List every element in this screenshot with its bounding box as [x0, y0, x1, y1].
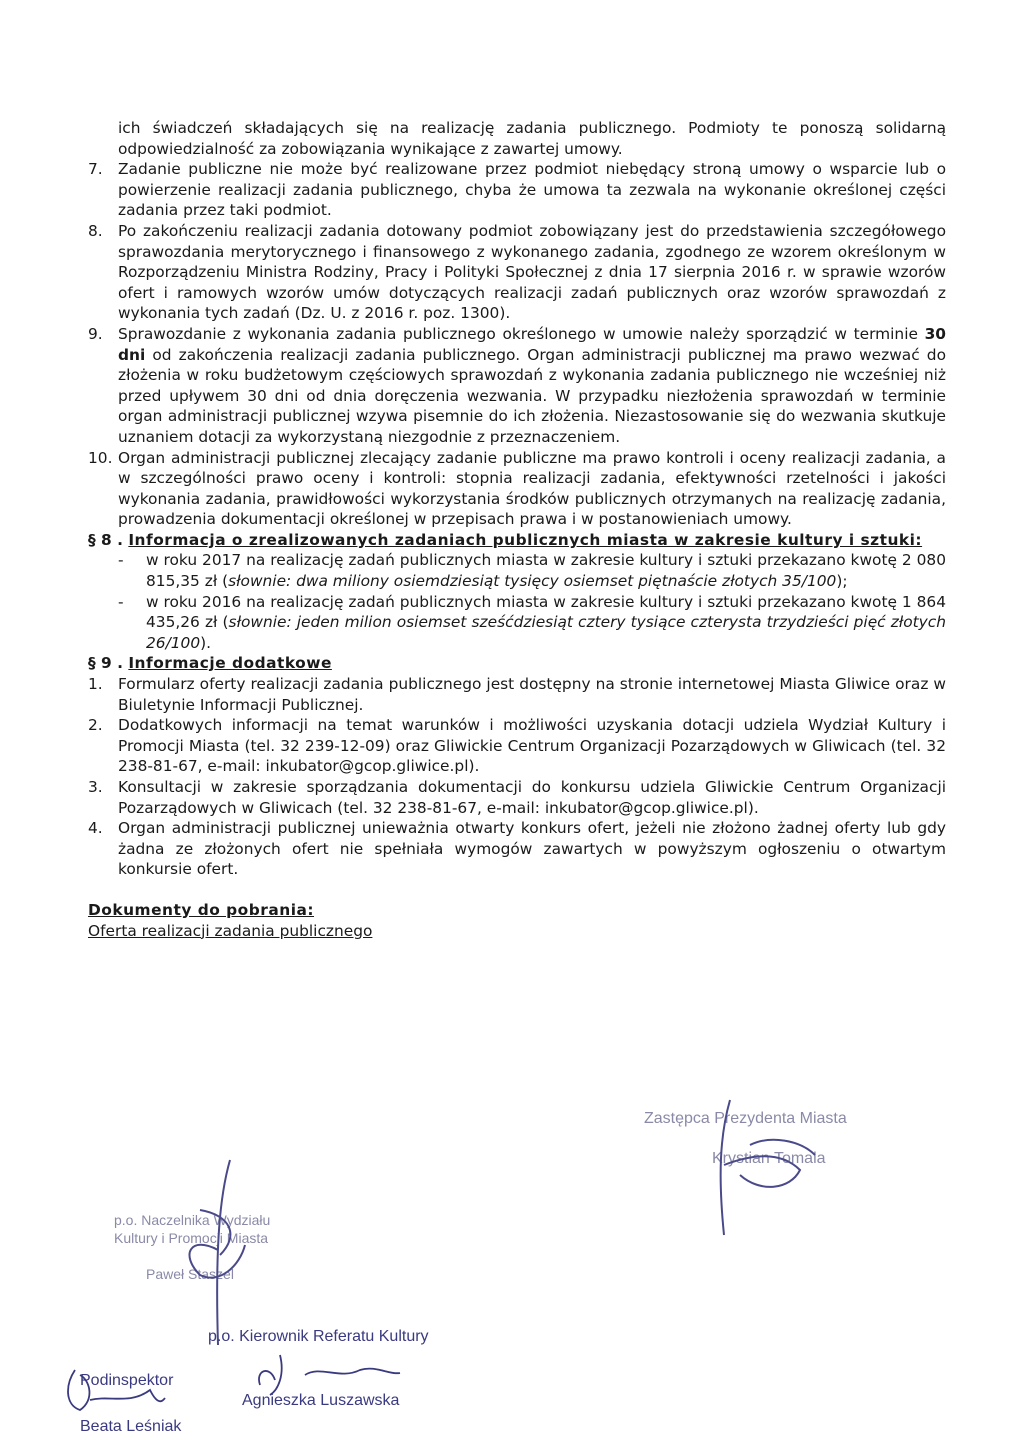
- bullet-words: słownie: dwa miliony osiemdziesiąt tysięcy osiemset piętnaście złotych 35/100: [228, 572, 837, 591]
- item-text: Konsultacji w zakresie sporządzania dokumentacji do konkursu udziela Gliwickie Centrum Organizacji Pozarządowych w Gliwicach (tel. 32 238-81-67, e-mail: inkubator@gcop.gliwice.pl).: [118, 778, 946, 817]
- department-stamp-line2: Kultury i Promocji Miasta: [114, 1230, 269, 1246]
- section-title: Informacja o zrealizowanych zadaniach publicznych miasta w zakresie kultury i sztuki:: [128, 530, 923, 549]
- bullet-2017: [88, 550, 946, 591]
- deputy-mayor-stamp-name: Krystian Tomala: [712, 1150, 826, 1167]
- item-text: Formularz oferty realizacji zadania publicznego jest dostępny na stronie internetowej Miasta Gliwice oraz w Biuletynie Informacji Publicznej.: [118, 675, 946, 714]
- bullet-words: słownie: jeden milion osiemset sześćdziesiąt cztery tysiące czterysta trzydzieści pięć złotych 26/100: [146, 613, 947, 652]
- department-stamp-line1: p.o. Naczelnika Wydziału: [114, 1212, 271, 1228]
- inspector-signature: [60, 1360, 170, 1420]
- item-number: 3.: [88, 778, 103, 796]
- item-number: 2.: [88, 716, 103, 735]
- item-number: 8.: [88, 221, 103, 240]
- item-text: Dodatkowych informacji na temat warunków i możliwości uzyskania dotacji udziela Wydział Kultury i Promocji Miasta (tel. 32 239-12-09) oraz Gliwickie Centrum Organizacji Pozarządowych w Gliwicach (tel. 32 238-81-67, e-mail: inkubator@gcop.gliwice.pl).: [118, 716, 946, 776]
- offer-form-link[interactable]: Oferta realizacji zadania publicznego: [88, 921, 373, 940]
- culture-unit-stamp-name: Agnieszka Luszawska: [242, 1392, 400, 1409]
- documents-section: [88, 900, 946, 941]
- intro-paragraph: ich świadczeń składających się na realizację zadania publicznego. Podmioty te ponoszą solidarną odpowiedzialność za zobowiązania wynikające z zawartej umowy.: [118, 119, 946, 158]
- item-number: 10.: [88, 448, 113, 467]
- dash: -: [118, 592, 124, 611]
- item-number: 7.: [88, 160, 103, 179]
- item-text: Organ administracji publicznej unieważnia otwarty konkurs ofert, jeżeli nie złożono żadnej oferty lub gdy żadna ze złożonych ofert nie spełniała wymogów zawartych w powyższym ogłoszeniu o otwartym konkursie ofert.: [118, 819, 946, 879]
- list-item-10: [88, 448, 946, 530]
- section-8-heading: [88, 530, 946, 551]
- inspector-stamp-title: Podinspektor: [80, 1372, 174, 1389]
- deputy-mayor-stamp-title: Zastępca Prezydenta Miasta: [644, 1110, 847, 1127]
- culture-unit-stamp-title: p.o. Kierownik Referatu Kultury: [208, 1328, 429, 1345]
- item-text-post: od zakończenia realizacji zadania publicznego. Organ administracji publicznej ma prawo wezwać do złożenia w roku budżetowym częściowych sprawozdań z wykonania zadania publicznego nie wcześniej niż przed upływem 30 dni od dnia doręczenia wezwania. W przypadku niezłożenia sprawozdań w terminie organ administracji publicznej wzywa pisemnie do ich złożenia. Niezastosowanie się do wezwania skutkuje uznaniem dotacji za wykorzystaną niezgodnie z przeznaczeniem.: [118, 345, 946, 446]
- document-body: [88, 118, 946, 941]
- item-text: Po zakończeniu realizacji zadania dotowany podmiot zobowiązany jest do przedstawienia szczegółowego sprawozdania merytorycznego i finansowego z wykonanego zadania, zgodnego ze wzorem określonym w Rozporządzeniu Ministra Rodziny, Pracy i Polityki Społecznej z dnia 17 sierpnia 2016 r. w sprawie wzorów ofert i ramowych wzorów umów dotyczących realizacji zadań publicznych oraz wzorów sprawozdań z wykonania tych zadań (Dz. U. z 2016 r. poz. 1300).: [118, 221, 946, 323]
- section-title: Informacje dodatkowe: [128, 654, 332, 673]
- bullet-pre: w roku 2016 na realizację zadań publicznych miasta w zakresie kultury i sztuki przekazano kwotę 1 864 435,26 zł (: [146, 592, 946, 632]
- bullet-post: ).: [200, 633, 212, 652]
- bullet-post: );: [836, 572, 848, 591]
- item-text: Zadanie publiczne nie może być realizowane przez podmiot niebędący stroną umowy o wsparcie lub o powierzenie realizacji zadania publicznego, chyba że umowa ta zezwala na wykonanie określonej części zadania przez taki podmiot.: [118, 160, 946, 220]
- item-number: 4.: [88, 819, 103, 838]
- list-item-9: [88, 324, 946, 448]
- section-prefix: § 8 .: [88, 530, 129, 549]
- culture-unit-signature: [250, 1345, 410, 1405]
- dash: -: [118, 551, 124, 570]
- section-9-heading: [88, 653, 946, 674]
- deputy-mayor-signature: [690, 1095, 850, 1245]
- info-item-3: [88, 777, 946, 818]
- bullet-pre: w roku 2017 na realizację zadań publicznych miasta w zakresie kultury i sztuki przekazano kwotę 2 080 815,35 zł (: [146, 551, 946, 591]
- deadline-bold: 30 dni: [118, 324, 946, 364]
- department-head-signature: [170, 1155, 270, 1355]
- list-item-7: [88, 159, 946, 221]
- section-prefix: § 9 .: [88, 654, 129, 673]
- item-number: 9.: [88, 324, 103, 343]
- item-text: Organ administracji publicznej zlecający zadanie publiczne ma prawo kontroli i oceny realizacji zadania, a w szczególności prawo oceny i kontroli: stopnia realizacji zadania, efektywności rzetelności i jakości wykonania zadania, prawidłowości wykorzystania środków publicznych otrzymanych na realizację zadania, prowadzenia dokumentacji określonej w przepisach prawa i w postanowieniach umowy.: [118, 448, 946, 529]
- info-item-4: [88, 818, 946, 880]
- item-number: 1.: [88, 675, 103, 694]
- info-item-1: [88, 674, 946, 715]
- department-stamp-name: Paweł Staszel: [146, 1266, 234, 1282]
- info-item-2: [88, 715, 946, 777]
- documents-title: Dokumenty do pobrania:: [88, 900, 315, 919]
- item-text-pre: Sprawozdanie z wykonania zadania publicznego określonego w umowie należy sporządzić w terminie: [118, 324, 925, 343]
- list-item-8: [88, 221, 946, 324]
- bullet-2016: [88, 592, 946, 654]
- inspector-stamp-name: Beata Leśniak: [80, 1418, 182, 1435]
